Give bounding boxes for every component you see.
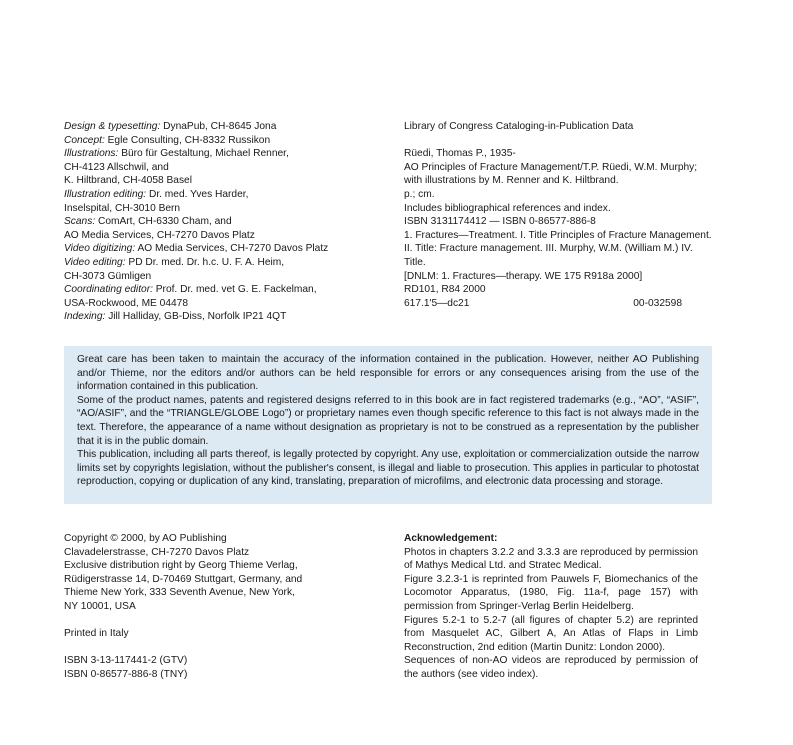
cip-line: [DNLM: 1. Fractures—therapy. WE 175 R918a 2000] (404, 270, 643, 282)
cataloging-data-block (404, 120, 714, 310)
cip-line: p.; cm. (404, 188, 435, 200)
copyright-line: Copyright © 2000, by AO Publishing (64, 533, 227, 544)
acknowledgement-paragraph: Sequences of non-AO videos are reproduced by permission of the authors (see video index). (404, 655, 698, 680)
cip-classification: 617.1'5—dc21 (404, 297, 470, 309)
copyright-block (64, 532, 304, 682)
credit-line: Concept: Egle Consulting, CH-8332 Russikon (64, 134, 271, 146)
copyright-line: Clavadelerstrasse, CH-7270 Davos Platz (64, 546, 250, 558)
cip-line: ISBN 3131174412 — ISBN 0-86577-886-8 (404, 216, 596, 228)
acknowledgement-paragraph: Figure 3.2.3-1 is reprinted from Pauwels F, Biomechanics of the Locomotor Apparatus, (1980, Fig. 11a-f, page 157) with permission from Springer-Verlag Berlin Heidelberg. (404, 573, 698, 612)
cip-line: 1. Fractures—Treatment. I. Title Principles of Fracture Management. (404, 229, 712, 241)
spacer (404, 134, 714, 148)
spacer (64, 641, 304, 655)
isbn-line: ISBN 0-86577-886-8 (TNY) (64, 668, 188, 680)
cip-line: with illustrations by M. Renner and K. Hiltbrand. (404, 175, 619, 187)
printed-in: Printed in Italy (64, 628, 129, 640)
cip-line: Title. (404, 256, 426, 268)
copyright-line: Rüdigerstrasse 14, D-70469 Stuttgart, Germany, and (64, 573, 303, 585)
credit-line: CH-3073 Gümligen (64, 270, 152, 282)
copyright-line: Thieme New York, 333 Seventh Avenue, New York, (64, 587, 295, 599)
spacer (64, 614, 304, 628)
cip-heading: Library of Congress Cataloging-in-Publication Data (404, 121, 634, 132)
cip-line: RD101, R84 2000 (404, 284, 486, 296)
acknowledgement-title: Acknowledgement: (404, 533, 498, 544)
credit-line: Indexing: Jill Halliday, GB-Diss, Norfolk IP21 4QT (64, 311, 287, 323)
cip-record-number: 00-032598 (633, 297, 682, 309)
credit-line: Scans: ComArt, CH-6330 Cham, and (64, 216, 232, 228)
cip-classification-row (404, 297, 682, 311)
credit-line: AO Media Services, CH-7270 Davos Platz (64, 229, 255, 241)
credit-line: USA-Rockwood, ME 04478 (64, 297, 189, 309)
credit-line: Illustrations: Büro für Gestaltung, Michael Renner, (64, 148, 289, 160)
credit-line: Video editing: PD Dr. med. Dr. h.c. U. F. A. Heim, (64, 256, 285, 268)
disclaimer-paragraph: Great care has been taken to maintain the accuracy of the information contained in the publication. However, neither AO Publishing and/or Thieme, nor the editors and/or authors can be held responsible for errors or any consequences arising from the use of the information contained in this publication. (77, 354, 699, 393)
cip-line: Rüedi, Thomas P., 1935- (404, 148, 516, 160)
credit-line: Illustration editing: Dr. med. Yves Harder, (64, 188, 249, 200)
cip-line: II. Title: Fracture management. III. Murphy, W.M. (William M.) IV. (404, 243, 693, 255)
copyright-line: NY 10001, USA (64, 600, 136, 612)
acknowledgement-block (404, 532, 698, 682)
isbn-line: ISBN 3-13-117441-2 (GTV) (64, 655, 188, 667)
acknowledgement-paragraph: Figures 5.2-1 to 5.2-7 (all figures of chapter 5.2) are reprinted from Masquelet AC, Gilbert A, An Atlas of Flaps in Limb Reconstruction, 2nd edition (Martin Dunitz: London 2000). (404, 614, 698, 653)
credit-line: Design & typesetting: DynaPub, CH-8645 Jona (64, 121, 277, 132)
disclaimer-paragraph: Some of the product names, patents and registered designs referred to in this book are in fact registered trademarks (e.g., “AO”, “ASIF”, “AO/ASIF”, and the “TRIANGLE/GLOBE Logo”) or proprietary names even though specific reference to this fact is not always made in the text. Therefore, the appearance of a name without designation as proprietary is not to be construed as a representation by the publisher that it is in the public domain. (77, 394, 699, 447)
credits-block (64, 120, 364, 324)
credit-line: K. Hiltbrand, CH-4058 Basel (64, 175, 192, 187)
disclaimer-box (64, 346, 712, 504)
credit-line: Inselspital, CH-3010 Bern (64, 202, 181, 214)
acknowledgement-paragraph: Photos in chapters 3.2.2 and 3.3.3 are reproduced by permission of Mathys Medical Ltd. and Stratec Medical. (404, 546, 698, 572)
cip-line: Includes bibliographical references and index. (404, 202, 611, 214)
disclaimer-paragraph: This publication, including all parts thereof, is legally protected by copyright. Any use, exploitation or commercialization outside the narrow limits set by copyrights legislation, without the publisher's consent, is illegal and liable to prosecution. This applies in particular to photostat reproduction, copying or duplication of any kind, translating, preparation of microfilms, and electronic data processing and storage. (77, 449, 699, 488)
credit-line: CH-4123 Allschwil, and (64, 161, 169, 173)
credit-line: Video digitizing: AO Media Services, CH-7270 Davos Platz (64, 243, 329, 255)
cip-line: AO Principles of Fracture Management/T.P. Rüedi, W.M. Murphy; (404, 161, 698, 173)
credit-line: Coordinating editor: Prof. Dr. med. vet G. E. Fackelman, (64, 284, 317, 296)
copyright-line: Exclusive distribution right by Georg Thieme Verlag, (64, 560, 298, 572)
